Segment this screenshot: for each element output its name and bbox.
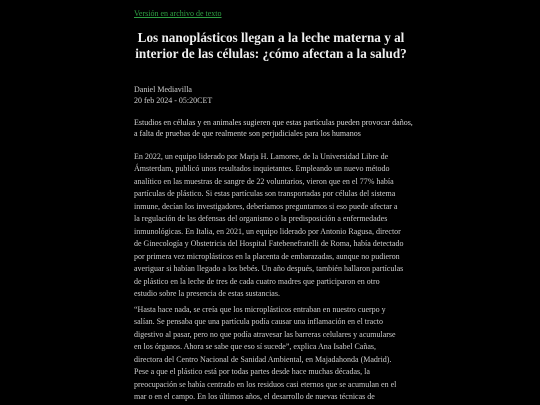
article-lead: Estudios en células y en animales sugieren que estas partículas pueden provocar daños, a falta de pruebas de que realmente son perjudiciales para los humanos xyxy=(134,118,413,138)
article-title: Los nanoplásticos llegan a la leche materna y al interior de las células: ¿cómo afectan a la salud? xyxy=(135,30,407,61)
byline xyxy=(134,84,414,106)
publish-date: 20 feb 2024 - 05:20CET xyxy=(134,96,213,105)
archive-version-link[interactable]: Versión en archivo de texto xyxy=(134,9,222,18)
body-paragraph-2: “Hasta hace nada, se creía que los microplásticos entraban en nuestro cuerpo y salían. Se pensaba que una partícula podía causar una inflamación en el tracto digestivo al pasar, pero no que podía atravesar las barreras celulares y acumularse en los órganos. Ahora se sabe que eso sí sucede”, explica Ana Isabel Cañas, directora del Centro Nacional de Sanidad Ambiental, en Majadahonda (Madrid). Pese a que el plástico está por todas partes desde hace muchas décadas, la preocupación se había centrado en los residuos casi eternos que se acumulan en el mar o en el campo. En los últimos años, el desarrollo de nuevas técnicas de xyxy=(134,305,397,402)
author-name: Daniel Mediavilla xyxy=(134,85,192,94)
body-paragraph-1: En 2022, un equipo liderado por Marja H. Lamoree, de la Universidad Libre de Ámsterdam, publicó unos resultados inquietantes. Empleando un nuevo método analítico en las muestras de sangre de 22 voluntarios, vieron que en el 77% había partículas de plástico. Si estas partículas son transportadas por células del sistema inmune, decían los investigadores, deberíamos preguntarnos si eso puede afectar a la regulación de las defensas del organismo o la predisposición a enfermedades inmunológicas. En Italia, en 2021, un equipo liderado por Antonio Ragusa, director de Ginecología y Obstetricia del Hospital Fatebenefratelli de Roma, había detectado por primera vez microplásticos en la placenta de embarazadas, aunque no pudieron averiguar si habían llegado a los bebés. Un año después, también hallaron partículas de plástico en la leche de tres de cada cuatro madres que participaron en otro estudio sobre la presencia de estas sustancias. xyxy=(134,152,404,298)
